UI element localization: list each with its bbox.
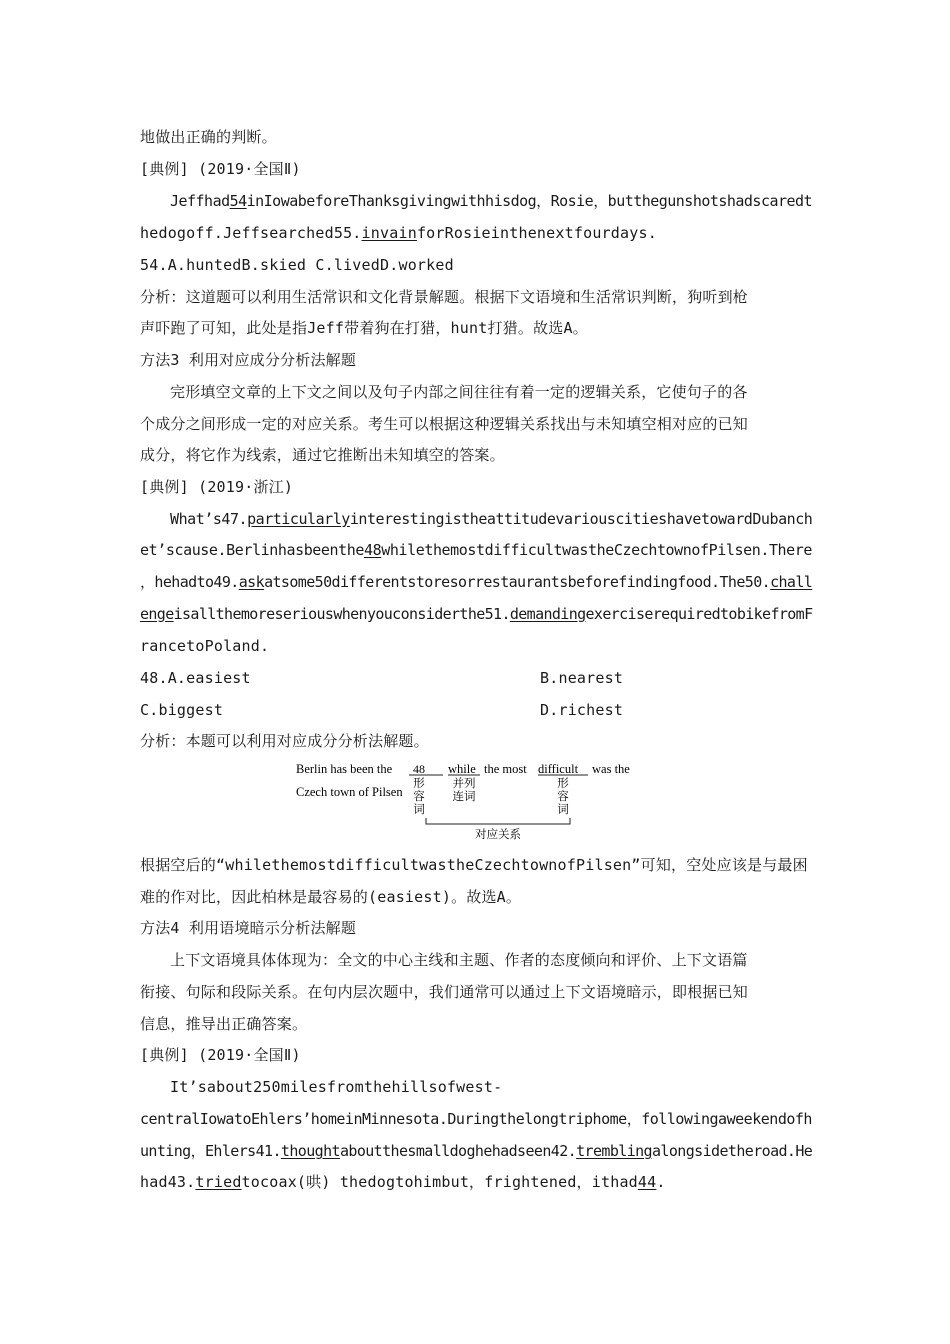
correspondence-diagram <box>292 756 652 844</box>
analysis-line: 分析：本题可以利用对应成分分析法解题。 <box>140 732 429 750</box>
adj-label: 形 <box>557 776 569 790</box>
paragraph-line: 成分，将它作为线索，通过它推断出未知填空的答案。 <box>140 446 505 464</box>
blank-answer: trembling <box>576 1142 652 1160</box>
figure-text: Berlin has been the <box>296 762 393 776</box>
figure-text: the most <box>484 762 527 776</box>
blank-answer: chall <box>770 573 813 591</box>
blank-answer: demanding <box>509 605 586 623</box>
adj-label: 形 <box>413 776 425 790</box>
method-heading: 方法3 利用对应成分分析法解题 <box>140 351 357 369</box>
blank-answer: 48 <box>364 541 382 559</box>
paragraph-line: 信息，推导出正确答案。 <box>140 1015 308 1033</box>
analysis-line: 根据空后的“whilethemostdifficultwastheCzechtownofPilsen”可知，空处应该是与最困 <box>140 856 808 874</box>
adj-label: 词 <box>557 802 569 816</box>
adj-label: 容 <box>413 789 425 803</box>
passage-line: It’sabout250milesfromthehillsofwest- <box>170 1078 503 1096</box>
paragraph-line: 地做出正确的判断。 <box>140 128 277 146</box>
question-options: 48.A.easiest B.nearest <box>140 669 624 687</box>
blank-answer: ask <box>238 573 265 591</box>
conj-label: 并列 <box>452 776 476 790</box>
passage-line: engeisallthemoreseriouswhenyouconsiderthe51.demandingexerciserequiredtobikefromF <box>140 605 813 623</box>
figure-blank: 48 <box>413 762 425 776</box>
example-tag: [典例] (2019·全国Ⅱ) <box>140 1046 301 1064</box>
conj-label: 连词 <box>452 789 476 803</box>
paragraph-line: 个成分之间形成一定的对应关系。考生可以根据这种逻辑关系找出与未知填空相对应的已知 <box>140 415 749 433</box>
paragraph-line: 衔接、句际和段际关系。在句内层次题中，我们通常可以通过上下文语境暗示，即根据已知 <box>140 983 749 1001</box>
analysis-line: 分析：这道题可以利用生活常识和文化背景解题。根据下文语境和生活常识判断，狗听到枪 <box>140 288 749 306</box>
question-options: C.biggest D.richest <box>140 701 624 719</box>
passage-line: ，hehadto49.askatsome50differentstoresorrestaurantsbeforefindingfood.The50.chall <box>140 573 813 591</box>
adj-label: 容 <box>557 789 569 803</box>
passage-line: unting，Ehlers41.thoughtaboutthesmalldoghehadseen42.tremblingalongsidetheroad.He <box>140 1142 813 1160</box>
blank-answer: 54 <box>229 192 247 210</box>
passage-line: Jeffhad54inIowabeforeThanksgivingwithhisdog，Rosie，butthegunshotshadscaredt <box>170 192 813 210</box>
analysis-line: 难的作对比，因此柏林是最容易的(easiest)。故选A。 <box>140 888 522 906</box>
relation-bracket <box>426 818 570 824</box>
figure-text: difficult <box>538 762 579 776</box>
relation-label: 对应关系 <box>475 827 521 841</box>
passage-line: What’s47.particularlyinterestingistheattitudevariouscitieshavetowardDubanch <box>170 510 813 528</box>
blank-answer: enge <box>140 605 174 623</box>
passage-line: hedogoff.Jeffsearched55.invainforRosieinthenextfourdays. <box>140 224 657 242</box>
paragraph-line: 完形填空文章的上下文之间以及句子内部之间往往有着一定的逻辑关系，它使句子的各 <box>170 383 748 401</box>
blank-answer: invain <box>361 224 417 242</box>
blank-answer: particularly <box>247 510 350 528</box>
figure-text: was the <box>592 762 630 776</box>
method-heading: 方法4 利用语境暗示分析法解题 <box>140 919 357 937</box>
passage-line: had43.triedtocoax(哄) thedogtohimbut，frightened，ithad44. <box>140 1173 666 1191</box>
passage-line: rancetoPoland. <box>140 637 270 655</box>
blank-answer: tried <box>195 1173 242 1191</box>
figure-text: while <box>448 762 476 776</box>
paragraph-line: 上下文语境具体体现为：全文的中心主线和主题、作者的态度倾向和评价、上下文语篇 <box>170 951 748 969</box>
blank-answer: thought <box>280 1142 340 1160</box>
passage-line: centralIowatoEhlers’homeinMinnesota.Duringthelongtriphome，followingaweekendofh <box>140 1110 812 1128</box>
adj-label: 词 <box>413 802 425 816</box>
figure-text: Czech town of Pilsen <box>296 785 403 799</box>
example-tag: [典例] (2019·浙江) <box>140 478 294 496</box>
example-tag: [典例] (2019·全国Ⅱ) <box>140 160 301 178</box>
question-options: 54.A.huntedB.skied C.livedD.worked <box>140 256 454 274</box>
blank-answer: 44 <box>637 1173 657 1191</box>
passage-line: et’scause.Berlinhasbeenthe48whilethemostdifficultwastheCzechtownofPilsen.There <box>140 541 813 559</box>
analysis-line: 声吓跑了可知，此处是指Jeff带着狗在打猎，hunt打猎。故选A。 <box>140 319 588 337</box>
